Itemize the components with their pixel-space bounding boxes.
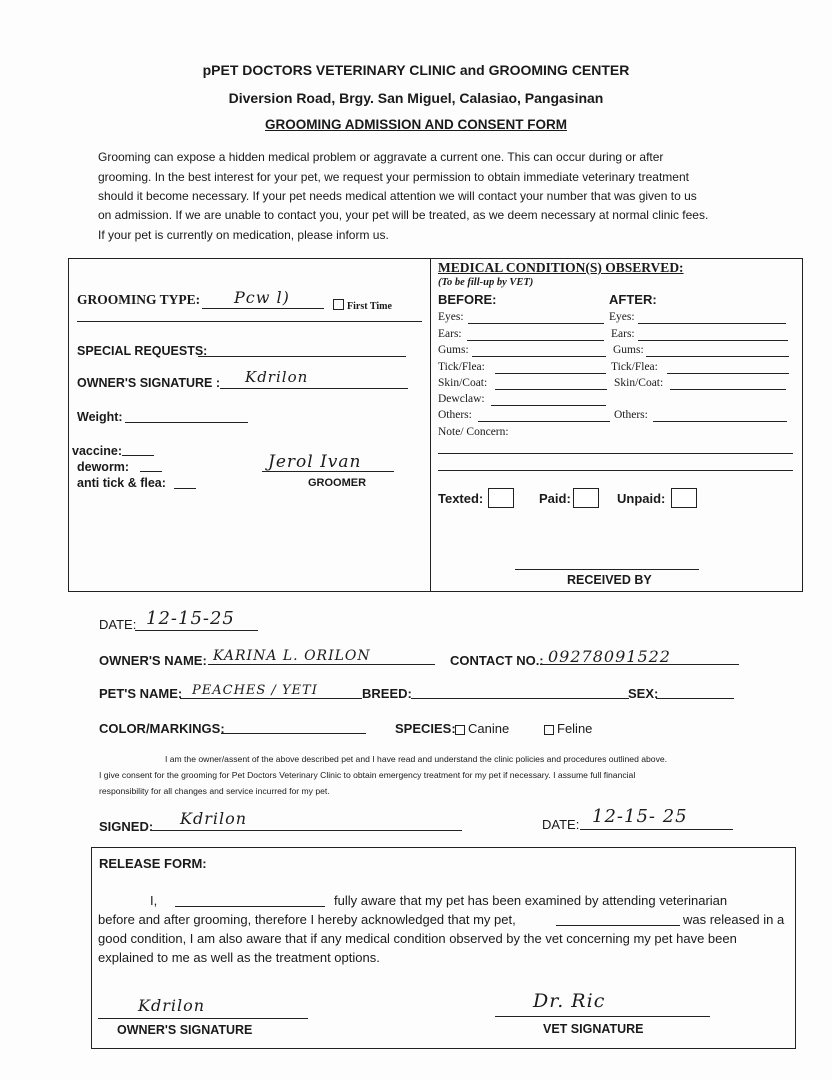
owner-name-label: OWNER'S NAME: (99, 653, 207, 668)
vaccine-line[interactable] (122, 455, 154, 456)
before-eyes-line[interactable] (468, 323, 604, 324)
section-divider (430, 258, 431, 592)
pet-name-label: PET'S NAME: (99, 686, 183, 701)
grooming-type-value[interactable]: Pcw l) (234, 288, 290, 307)
anti-tick-line[interactable] (174, 488, 196, 489)
checkbox-icon (333, 299, 344, 310)
feline-option[interactable] (544, 721, 592, 736)
before-skin-label: Skin/Coat: (438, 377, 488, 389)
consent-line-3: responsibility for all changes and service incurred for my pet. (99, 786, 330, 796)
canine-label: Canine (468, 721, 510, 736)
deworm-line[interactable] (140, 471, 162, 472)
after-eyes-label: Eyes: (609, 311, 635, 323)
note-label: Note/ Concern: (438, 426, 509, 438)
after-label: AFTER: (609, 292, 657, 307)
release-title: RELEASE FORM: (99, 856, 207, 871)
after-tick-label: Tick/Flea: (611, 361, 658, 373)
owner-signature-label: OWNER'S SIGNATURE : (77, 376, 221, 390)
date-label: DATE: (99, 617, 137, 632)
after-ears-label: Ears: (611, 328, 635, 340)
first-time-label: First Time (347, 301, 392, 312)
release-line-1-end: fully aware that my pet has been examined by attending veterinarian (334, 893, 728, 908)
intro-line: Grooming can expose a hidden medical problem or aggravate a current one. This can occur during or after (98, 150, 664, 164)
grooming-extra-line (77, 321, 422, 322)
texted-label: Texted: (438, 491, 484, 506)
after-gums-label: Gums: (613, 344, 644, 356)
release-line-1-start: I, (150, 893, 158, 908)
texted-checkbox[interactable] (488, 488, 514, 508)
color-line[interactable] (221, 733, 366, 734)
checkbox-icon (455, 725, 465, 735)
consent-line-2: I give consent for the grooming for Pet Doctors Veterinary Clinic to obtain emergency treatment for my pet if necessary. I assume full financial (99, 770, 636, 780)
groomer-label: GROOMER (308, 477, 367, 489)
sex-label: SEX: (628, 686, 659, 701)
groomer-line (262, 471, 394, 472)
special-requests-line[interactable] (198, 356, 406, 357)
before-others-line[interactable] (478, 421, 610, 422)
after-eyes-line[interactable] (638, 323, 786, 324)
contact-value: 09278091522 (548, 647, 671, 666)
after-tick-line[interactable] (667, 373, 789, 374)
after-others-label: Others: (614, 409, 648, 421)
color-label: COLOR/MARKINGS: (99, 721, 225, 736)
special-requests-label: SPECIAL REQUESTS: (77, 344, 208, 358)
date-line[interactable] (135, 630, 258, 631)
before-ears-label: Ears: (438, 328, 462, 340)
unpaid-checkbox[interactable] (671, 488, 697, 508)
release-owner-signature-label: OWNER'S SIGNATURE (117, 1023, 253, 1037)
admission-section (68, 258, 803, 592)
intro-line: grooming. In the best interest for your pet, we request your permission to obtain immediate veterinary treatment (98, 170, 689, 184)
before-dewclaw-label: Dewclaw: (438, 393, 485, 405)
signed-label: SIGNED: (99, 819, 154, 834)
vet-signature-line[interactable] (495, 1016, 710, 1017)
weight-line[interactable] (125, 422, 248, 423)
intro-line: should it become necessary. If your pet needs medical attention we will contact your number that was given to us (98, 189, 697, 203)
first-time-checkbox[interactable] (333, 296, 392, 314)
checkbox-icon (544, 725, 554, 735)
before-gums-label: Gums: (438, 344, 469, 356)
signed-line[interactable] (152, 830, 462, 831)
unpaid-label: Unpaid: (617, 491, 666, 506)
after-skin-label: Skin/Coat: (614, 377, 664, 389)
species-label: SPECIES: (395, 721, 456, 736)
release-owner-signature: Kdrilon (138, 996, 206, 1015)
release-pet-line[interactable] (556, 925, 680, 926)
consent-line-1: I am the owner/assent of the above described pet and I have read and understand the clinic policies and procedures outlined above. (164, 754, 668, 764)
received-by-line[interactable] (515, 569, 699, 570)
sex-line[interactable] (656, 698, 734, 699)
after-ears-line[interactable] (638, 340, 788, 341)
clinic-address: Diversion Road, Brgy. San Miguel, Calasiao, Pangasinan (228, 90, 604, 106)
release-line-2-end: was released in a (683, 912, 785, 927)
note-line-2[interactable] (438, 470, 793, 471)
feline-label: Feline (557, 721, 593, 736)
before-eyes-label: Eyes: (438, 311, 464, 323)
vet-signature-label: VET SIGNATURE (543, 1022, 644, 1036)
grooming-type-label: GROOMING TYPE: (77, 292, 201, 307)
deworm-label: deworm: (77, 460, 130, 474)
before-skin-line[interactable] (495, 389, 607, 390)
consent-date-line[interactable] (580, 829, 733, 830)
owner-signature-line[interactable] (220, 388, 408, 389)
paid-checkbox[interactable] (573, 488, 599, 508)
release-owner-signature-line[interactable] (98, 1018, 308, 1019)
owner-name-line[interactable] (208, 664, 435, 665)
after-gums-line[interactable] (646, 356, 789, 357)
groomer-name: Jerol Ivan (268, 452, 362, 472)
grooming-type-line (202, 308, 324, 309)
before-dewclaw-line[interactable] (491, 405, 606, 406)
weight-label: Weight: (77, 410, 123, 424)
before-label: BEFORE: (438, 292, 497, 307)
owner-name-value: KARINA L. ORILON (213, 648, 371, 664)
consent-date-value: 12-15- 25 (592, 806, 688, 827)
canine-option[interactable] (455, 721, 509, 736)
paid-label: Paid: (539, 491, 571, 506)
before-gums-line[interactable] (472, 356, 606, 357)
consent-date-label: DATE: (542, 817, 580, 832)
release-name-line[interactable] (175, 906, 325, 907)
contact-label: CONTACT NO.: (450, 653, 544, 668)
intro-line: If your pet is currently on medication, please inform us. (98, 228, 389, 242)
vet-signature: Dr. Ric (533, 990, 606, 1012)
intro-line: on admission. If we are unable to contact you, your pet will be treated, as we deem necessary at normal clinic fees. (98, 208, 709, 222)
clinic-name: pPET DOCTORS VETERINARY CLINIC and GROOMING CENTER (202, 62, 630, 78)
breed-label: BREED: (362, 686, 412, 701)
form-title: GROOMING ADMISSION AND CONSENT FORM (265, 117, 567, 132)
before-tick-label: Tick/Flea: (438, 361, 485, 373)
date-value: 12-15-25 (146, 608, 235, 629)
pet-name-line[interactable] (180, 698, 362, 699)
before-ears-line[interactable] (467, 340, 604, 341)
release-line-3: good condition, I am also aware that if any medical condition observed by the vet concerning my pet have been (98, 931, 737, 946)
after-others-line[interactable] (653, 421, 787, 422)
vaccine-label: vaccine: (72, 444, 123, 458)
medical-subtitle: (To be fill-up by VET) (438, 277, 534, 288)
anti-tick-label: anti tick & flea: (77, 476, 166, 490)
pet-name-value: PEACHES / YETI (192, 683, 318, 698)
owner-signature: Kdrilon (245, 368, 309, 386)
before-tick-line[interactable] (495, 373, 606, 374)
received-by-label: RECEIVED BY (567, 573, 652, 587)
breed-line[interactable] (411, 698, 629, 699)
release-line-2-start: before and after grooming, therefore I hereby acknowledged that my pet, (98, 912, 516, 927)
after-skin-line[interactable] (670, 389, 786, 390)
signed-value: Kdrilon (180, 809, 248, 828)
note-line-1[interactable] (438, 453, 793, 454)
release-line-4: explained to me as well as the treatment options. (98, 950, 380, 965)
before-others-label: Others: (438, 409, 472, 421)
medical-title: MEDICAL CONDITION(S) OBSERVED: (438, 260, 684, 275)
